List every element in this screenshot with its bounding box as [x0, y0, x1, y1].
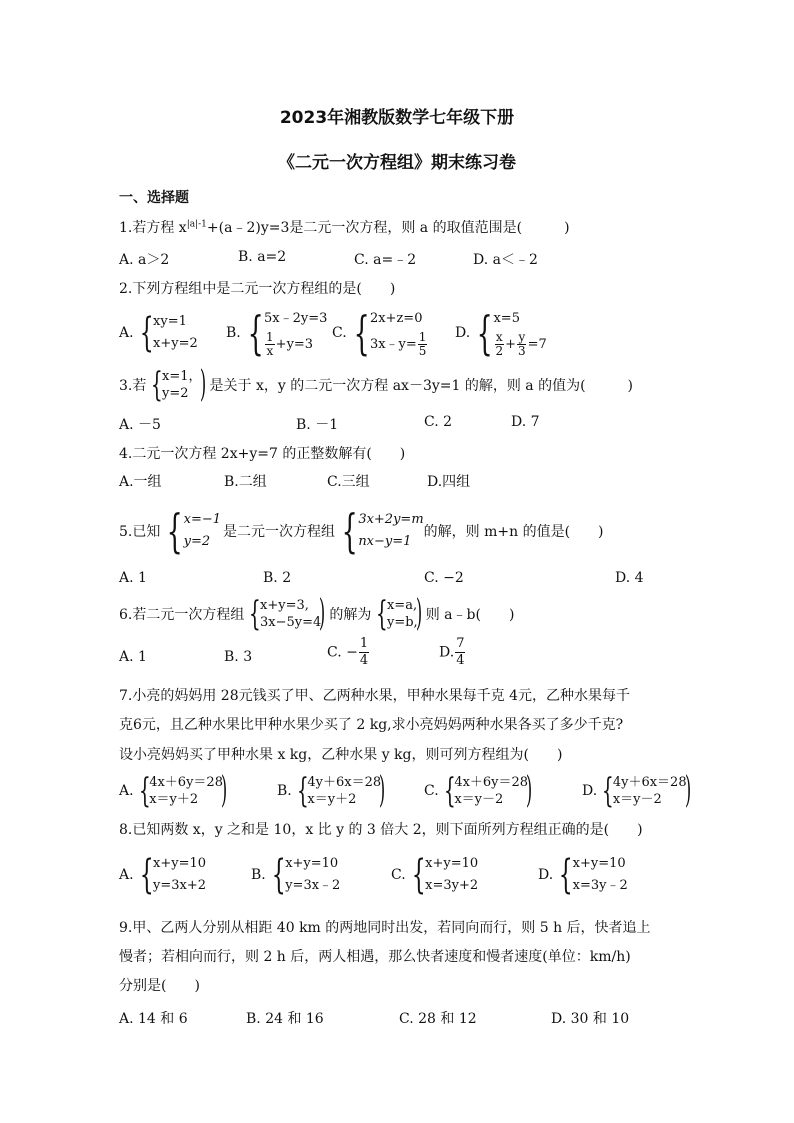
right-paren: )	[415, 593, 422, 634]
q3-post: 是关于 x，y 的二元一次方程 ax－3y=1 的解，则 a 的值为( )	[209, 378, 634, 394]
right-paren: )	[319, 593, 326, 634]
left-brace: {	[271, 852, 286, 898]
q4-option-b: B.二组	[224, 474, 267, 490]
q8-a-eq2: y=3x+2	[153, 878, 207, 893]
left-brace: {	[296, 771, 309, 811]
q6-option-c	[327, 636, 370, 669]
q1-sup: |a|-1	[186, 219, 207, 230]
q2-d-eq2	[493, 331, 546, 358]
q2-option-c	[332, 307, 428, 358]
q5-sol-y: y=2	[183, 534, 211, 549]
q7-option-c	[424, 770, 536, 811]
q6-mid: 的解为	[329, 607, 372, 623]
q3-option-a: A. －5	[119, 417, 161, 433]
q2-c-label: C.	[332, 324, 347, 341]
q8-option-d	[538, 853, 628, 897]
q6-c-label: C. −	[327, 644, 358, 661]
frac-num: 1	[359, 636, 369, 651]
left-brace: {	[151, 365, 164, 405]
q8-d-label: D.	[538, 867, 554, 883]
q1-option-c: C. a=﹣2	[354, 252, 417, 268]
q2-a-eq2: x+y=2	[153, 336, 198, 351]
q8-d-eq1: x+y=10	[572, 856, 626, 871]
q7-d-eq1: 4y＋6x＝28	[612, 775, 687, 790]
q9-option-a: A. 14 和 6	[119, 1011, 188, 1027]
page-subtitle: 《二元一次方程组》期末练习卷	[278, 153, 516, 173]
left-brace: {	[341, 504, 358, 558]
q7-line-2: 克6元，且乙种水果比甲种水果少买了 2 kg,求小亮妈妈两种水果各买了多少千克?	[119, 717, 624, 733]
question-2: 2.下列方程组中是二元一次方程组的是( )	[119, 281, 396, 297]
question-1	[119, 217, 570, 237]
right-paren: )	[379, 770, 386, 811]
q7-c-eq2: x＝y－2	[454, 792, 504, 807]
frac-den: 4	[359, 653, 369, 668]
left-brace: {	[139, 852, 154, 898]
q9-line-1: 9.甲、乙两人分别从相距 40 km 的两地同时出发，若同向而行，则 5 h 后，快者追上	[119, 920, 651, 936]
q2-a-eq1: xy=1	[153, 314, 187, 329]
q8-a-label: A.	[119, 867, 134, 883]
q1-pre: 1.若方程 x	[119, 220, 187, 236]
q5-option-d: D. 4	[615, 570, 644, 586]
q6-eq1: x+y=3,	[260, 598, 309, 613]
q6-pre: 6.若二元一次方程组	[119, 607, 245, 623]
q5-sol-x: x=−1	[183, 512, 222, 527]
q6-post: 则 a﹣b( )	[425, 607, 515, 623]
q6-d-label: D.	[439, 644, 455, 661]
q7-b-label: B.	[277, 783, 292, 799]
question-6	[119, 593, 515, 634]
q9-option-d: D. 30 和 10	[551, 1011, 630, 1027]
q7-option-a	[119, 770, 231, 811]
q7-d-eq2: x＝y－2	[612, 792, 662, 807]
q8-option-b	[251, 853, 340, 897]
q8-option-c	[391, 853, 478, 897]
q4-option-a: A.一组	[119, 474, 162, 490]
q7-c-label: C.	[424, 783, 439, 799]
q7-b-eq1: 4y＋6x＝28	[307, 775, 382, 790]
q3-sol-y: y=2	[162, 386, 189, 401]
q2-d-label: D.	[455, 324, 471, 341]
q5-mid: 是二元一次方程组	[223, 524, 336, 540]
q3-option-c: C. 2	[424, 414, 453, 430]
q6-option-b: B. 3	[224, 649, 253, 665]
q7-a-eq1: 4x＋6y＝28	[149, 775, 223, 790]
q9-line-3: 分别是( )	[119, 978, 200, 994]
q5-option-b: B. 2	[263, 570, 292, 586]
q7-b-eq2: x＝y＋2	[307, 792, 357, 807]
q9-option-b: B. 24 和 16	[246, 1011, 324, 1027]
q9-option-c: C. 28 和 12	[399, 1011, 477, 1027]
frac-den: 2	[495, 344, 504, 358]
q7-c-eq1: 4x＋6y＝28	[454, 775, 529, 790]
q5-pre: 5.已知	[119, 524, 161, 540]
q6-eq2: 3x−5y=4	[260, 615, 322, 630]
q5-post: 的解，则 m+n 的值是( )	[423, 524, 604, 540]
left-brace: {	[558, 852, 573, 898]
q6-sol-y: y=b,	[386, 615, 418, 630]
left-brace: {	[166, 504, 184, 558]
q2-option-d	[455, 307, 547, 358]
q8-c-eq2: x=3y+2	[425, 878, 479, 893]
q7-option-b	[277, 770, 389, 811]
q2-d-eq2-rest: =7	[527, 337, 547, 352]
q2-c-eq2-left: 3x﹣y=	[369, 337, 417, 352]
q2-c-eq1: 2x+z=0	[369, 311, 423, 326]
q2-option-a	[119, 311, 198, 355]
section-heading: 一、选择题	[119, 190, 189, 206]
q5-eq2: nx−y=1	[358, 534, 412, 549]
q2-c-eq2	[370, 331, 428, 358]
q2-d-eq1: x=5	[493, 311, 520, 326]
q7-line-3: 设小亮妈妈买了甲种水果 x kg，乙种水果 y kg，则可列方程组为( )	[119, 747, 563, 763]
q2-b-eq2-rest: +y=3	[275, 337, 314, 352]
left-brace: {	[476, 305, 493, 360]
q8-c-eq1: x+y=10	[425, 856, 479, 871]
q1-post: +(a﹣2)y=3是二元一次方程，则 a 的取值范围是( )	[206, 220, 570, 236]
question-8: 8.已知两数 x，y 之和是 10，x 比 y 的 3 倍大 2，则下面所列方程组正确的是( )	[119, 822, 643, 838]
q1-option-a: A. a＞2	[119, 252, 170, 268]
q7-line-1: 7.小亮的妈妈用 28元钱买了甲、乙两种水果，甲种水果每千克 4元，乙种水果每千	[119, 688, 630, 704]
q9-line-2: 慢者；若相向而行，则 2 h 后，两人相遇，那么快者速度和慢者速度(单位：km/h)	[119, 949, 631, 965]
q3-option-b: B. －1	[296, 417, 339, 433]
frac-num: x	[495, 330, 503, 344]
frac-den: 3	[518, 344, 526, 358]
q2-b-eq1: 5x﹣2y=3	[264, 311, 328, 326]
right-paren: )	[220, 770, 228, 811]
question-5	[119, 504, 604, 558]
q3-sol-x: x=1，	[162, 369, 202, 384]
question-3	[119, 364, 634, 405]
right-paren: )	[684, 770, 691, 811]
page-title: 2023年湘教版数学七年级下册	[279, 108, 515, 128]
q2-a-label: A.	[119, 325, 134, 341]
q5-eq1: 3x+2y=m	[358, 512, 424, 527]
q7-option-d	[582, 770, 695, 811]
q8-d-eq2: x=3y﹣2	[572, 878, 628, 893]
plus-sign: +	[505, 337, 517, 352]
q7-d-label: D.	[582, 783, 598, 799]
left-brace: {	[443, 771, 456, 811]
frac-den: x	[266, 344, 274, 358]
left-brace: {	[139, 310, 154, 356]
frac-num: 1	[418, 330, 427, 344]
left-brace: {	[249, 594, 262, 634]
right-paren: )	[199, 364, 206, 405]
q7-a-label: A.	[119, 783, 134, 799]
frac-den: 4	[456, 653, 465, 668]
q7-a-eq2: x＝y＋2	[149, 792, 199, 807]
left-brace: {	[353, 305, 370, 360]
q8-b-eq1: x+y=10	[285, 856, 339, 871]
left-brace: {	[602, 771, 614, 811]
frac-num: 1	[266, 330, 274, 344]
q2-b-label: B.	[226, 324, 241, 341]
right-paren: )	[525, 770, 533, 811]
q8-b-eq2: y=3x﹣2	[285, 878, 341, 893]
q2-option-b	[226, 307, 327, 358]
left-brace: {	[411, 852, 426, 898]
left-brace: {	[247, 305, 264, 360]
frac-num: 7	[456, 636, 465, 651]
q8-b-label: B.	[251, 867, 266, 883]
q1-option-d: D. a＜﹣2	[473, 252, 538, 268]
q5-option-c: C. −2	[424, 570, 464, 586]
q6-option-d	[439, 636, 466, 669]
q8-a-eq1: x+y=10	[153, 856, 207, 871]
frac-den: 5	[418, 344, 427, 358]
q8-option-a	[119, 853, 206, 897]
q6-option-a: A. 1	[119, 649, 147, 665]
question-4: 4.二元一次方程 2x+y=7 的正整数解有( )	[119, 446, 406, 462]
q8-c-label: C.	[391, 867, 406, 883]
q2-b-eq2	[264, 331, 327, 358]
left-brace: {	[376, 594, 389, 634]
q3-pre: 3.若	[119, 378, 147, 394]
q3-option-d: D. 7	[511, 414, 540, 430]
q6-sol-x: x=a,	[386, 598, 418, 613]
q5-option-a: A. 1	[119, 570, 147, 586]
q4-option-c: C.三组	[327, 474, 370, 490]
frac-num: y	[518, 330, 526, 344]
left-brace: {	[138, 771, 151, 811]
q4-option-d: D.四组	[427, 474, 471, 490]
q1-option-b: B. a=2	[238, 249, 287, 265]
